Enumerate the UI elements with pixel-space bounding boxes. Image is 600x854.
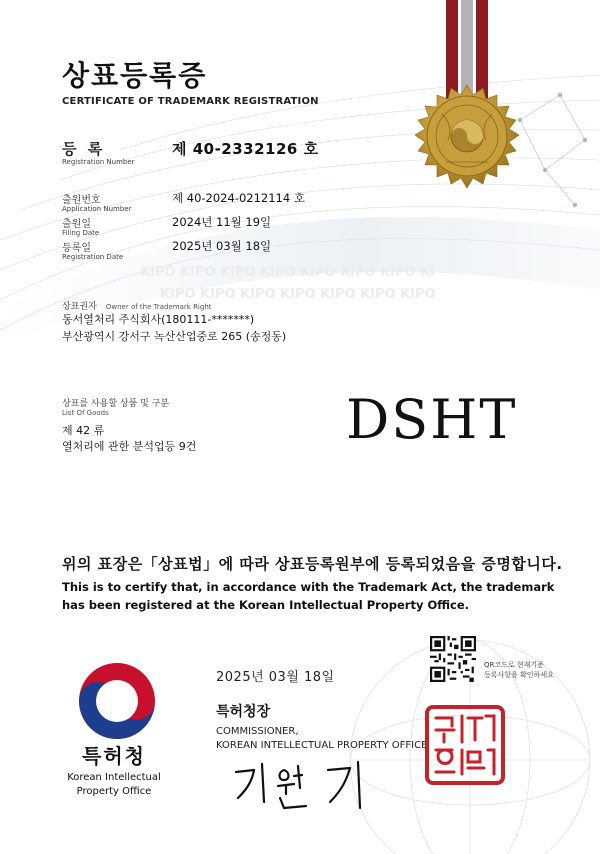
- goods-label: 상표를 사용할 상품 및 구분: [62, 399, 170, 409]
- registration-label: 등 록: [62, 140, 106, 158]
- application-label: 출원번호: [62, 195, 101, 206]
- agency-name-en1: Korean Intellectual: [67, 772, 161, 783]
- kipo-logo-icon: [76, 660, 158, 742]
- certification-statement-en-line2: has been registered at the Korean Intellectual Property Office.: [62, 598, 470, 612]
- owner-address: 부산광역시 강서구 녹산산업중로 265 (송정동): [62, 330, 287, 343]
- filing-label-en: Filing Date: [62, 229, 100, 237]
- certificate-title-en: CERTIFICATE OF TRADEMARK REGISTRATION: [62, 96, 319, 107]
- issuer-title-en1: COMMISSIONER,: [216, 726, 299, 737]
- owner-label-en: Owner of the Trademark Right: [105, 303, 212, 311]
- issue-date: 2025년 03월 18일: [216, 670, 335, 685]
- trademark-text: DSHT: [346, 388, 518, 451]
- qr-note-line1: QR코드로 현재기준: [484, 661, 544, 669]
- certificate-title: 상표등록증: [62, 59, 208, 92]
- agency-name-ko: 특허청: [82, 744, 146, 768]
- certification-statement-ko: 위의 표장은「상표법」에 따라 상표등록원부에 등록되었음을 증명합니다.: [62, 555, 563, 573]
- registration-label-en: Registration Number: [62, 158, 135, 166]
- registration-number: 제 40-2332126 호: [172, 140, 319, 158]
- registration-date-label-en: Registration Date: [62, 253, 124, 261]
- official-stamp-icon: [424, 704, 506, 786]
- qr-note: [484, 660, 584, 680]
- qr-code-icon[interactable]: [430, 636, 476, 682]
- application-label-en: Application Number: [62, 205, 132, 213]
- registration-date: 2025년 03월 18일: [172, 239, 272, 253]
- owner-name: 동서열처리 주식회사(180111-*******): [62, 313, 255, 326]
- owner-label: 상표권자: [62, 302, 97, 312]
- agency-name-en2: Property Office: [76, 786, 152, 797]
- issuer-title-en2: KOREAN INTELLECTUAL PROPERTY OFFICE: [216, 740, 428, 751]
- signature: [232, 758, 382, 814]
- qr-note-line2: 등록사항을 확인하세요: [484, 671, 554, 679]
- filing-label: 출원일: [62, 219, 91, 230]
- goods-label-en: List Of Goods: [62, 409, 109, 417]
- application-number: 제 40-2024-0212114 호: [172, 191, 305, 205]
- goods-description: 열처리에 관한 분석업등 9건: [62, 440, 197, 453]
- filing-date: 2024년 11월 19일: [172, 215, 272, 229]
- svg-text:KIPO KIPO KIPO KIPO KIPO KIPO: KIPO KIPO KIPO KIPO KIPO KIPO KIPO: [160, 287, 436, 302]
- gold-seal-icon: [402, 72, 532, 202]
- goods-class: 제 42 류: [62, 424, 105, 437]
- registration-date-label: 등록일: [62, 243, 91, 254]
- certification-statement-en-line1: This is to certify that, in accordance with the Trademark Act, the trademark: [62, 580, 555, 594]
- svg-text:KIPO KIPO KIPO KIPO KIPO KIPO: KIPO KIPO KIPO KIPO KIPO KIPO KIPO KI: [140, 265, 436, 280]
- issuer-title-ko: 특허청장: [216, 704, 271, 720]
